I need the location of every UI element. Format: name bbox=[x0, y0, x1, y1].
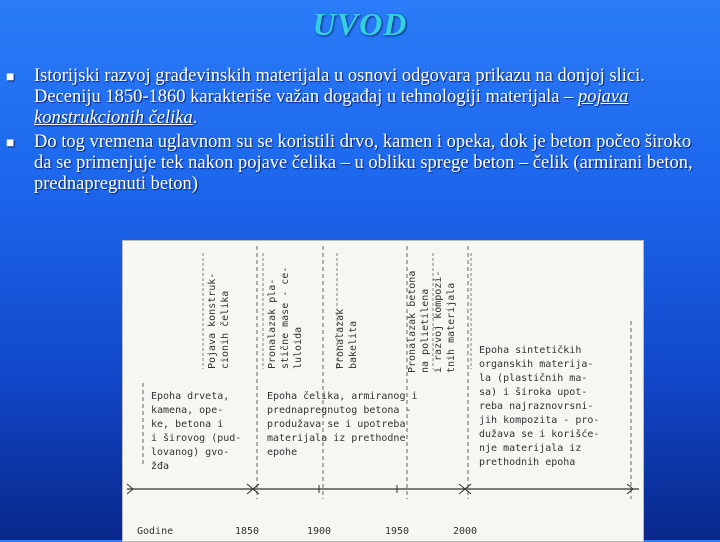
bullet-item-2 bbox=[6, 132, 712, 195]
event-1-line-1: Pojava konstruk- bbox=[207, 272, 218, 369]
event-4-line-3: i razvoj kompozi- bbox=[433, 270, 444, 373]
bullet-1-emphasis: pojava konstrukcionih čelika bbox=[34, 87, 629, 128]
axis-label: Godine bbox=[137, 526, 174, 537]
bullet-2-text: Do tog vremena uglavnom su se koristili drvo, kamen i opeka, dok je beton počeo široko da se primenjuje tek nakon pojave čelika – u obliku sprege beton – čelik (armirani beton, prednapregnuti beton) bbox=[34, 132, 693, 194]
epoch-1-line-5: lovanog) gvo- bbox=[151, 447, 230, 458]
axis-tick-1900: 1900 bbox=[307, 526, 332, 537]
event-4-line-2: na polietilena bbox=[420, 288, 431, 373]
axis-tick-1950: 1950 bbox=[385, 526, 410, 537]
axis-tick-2000: 2000 bbox=[453, 526, 478, 537]
epoch-2-line-3: produžava se i upotreba bbox=[267, 419, 406, 430]
epoch-3-line-5: reba najraznovrsni- bbox=[479, 401, 594, 412]
event-4-line-4: tnih materijala bbox=[446, 282, 457, 373]
timeline-diagram bbox=[123, 241, 643, 541]
slide-title: UVOD bbox=[312, 6, 408, 42]
event-2-line-2: stične mase - ce- bbox=[280, 266, 291, 369]
epoch-3-line-8: nje materijala iz bbox=[479, 443, 582, 454]
epoch-3-line-6: jih kompozita - pro- bbox=[479, 415, 600, 426]
epoch-3-line-4: sa) i široka upot- bbox=[479, 387, 588, 398]
epoch-1-line-6: žđa bbox=[151, 461, 170, 472]
event-label-3 bbox=[335, 309, 359, 369]
epoch-2-line-5: epohe bbox=[267, 447, 298, 458]
event-2-line-1: Pronalazak pla- bbox=[267, 278, 278, 369]
bullet-1-suffix: . bbox=[192, 108, 198, 128]
epoch-3-line-3: la (plastičnih ma- bbox=[479, 373, 588, 384]
epoch-2-line-4: materijala iz prethodne bbox=[267, 433, 406, 444]
epoch-1-line-2: kamena, ope- bbox=[151, 405, 224, 416]
epoch-1-line-3: ke, betona i bbox=[151, 419, 224, 430]
time-axis bbox=[127, 484, 639, 537]
epoch-1 bbox=[143, 383, 241, 472]
bullet-item-1 bbox=[6, 66, 712, 129]
epoch-1-line-4: i širovog (pud- bbox=[151, 433, 242, 444]
epoch-1-line-1: Epoha drveta, bbox=[151, 391, 230, 402]
axis-tick-1850: 1850 bbox=[235, 526, 260, 537]
epoch-3-line-7: dužava se i korišće- bbox=[479, 429, 600, 440]
event-1-line-2: cionih čelika bbox=[220, 290, 231, 369]
event-label-4 bbox=[407, 271, 457, 373]
event-4-line-1: Pronalazak betona bbox=[407, 270, 418, 373]
epoch-3 bbox=[479, 344, 599, 468]
event-3-line-2: bakelita bbox=[348, 320, 359, 369]
bullet-1-text: Istorijski razvoj građevinskih materijala u osnovi odgovara prikazu na donjoj slici. Deceniju 1850-1860 karakteriše važan događaj u tehnologiji materijala – bbox=[34, 66, 645, 107]
event-2-line-3: luloida bbox=[293, 326, 304, 369]
epoch-3-line-2: organskih materija- bbox=[479, 359, 594, 370]
event-3-line-1: Pronalazak bbox=[335, 308, 346, 369]
epoch-2-line-1: Epoha čelika, armiranog i bbox=[267, 391, 418, 402]
epoch-3-line-1: Epoha sintetičkih bbox=[479, 345, 582, 356]
bullet-list bbox=[6, 66, 712, 198]
epoch-2 bbox=[267, 390, 418, 458]
event-label-1 bbox=[207, 273, 231, 369]
epoch-2-line-2: prednapregnutog betona - bbox=[267, 405, 412, 416]
event-label-2 bbox=[267, 267, 304, 369]
square-bullet-icon: ■ bbox=[6, 136, 15, 151]
epoch-3-line-9: prethodnih epoha bbox=[479, 457, 576, 468]
materials-timeline-figure bbox=[122, 240, 644, 542]
square-bullet-icon: ■ bbox=[6, 70, 15, 85]
